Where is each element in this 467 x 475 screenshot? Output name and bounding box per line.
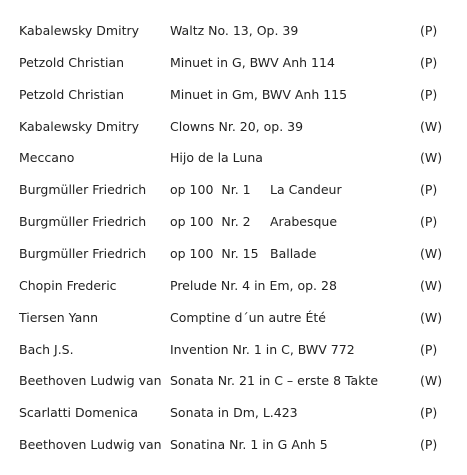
piece-number: op 100 Nr. 1: [170, 182, 251, 197]
piece-title: Comptine d´un autre Été: [170, 310, 326, 325]
list-item: [0, 340, 467, 360]
composer-name: Meccano: [19, 150, 75, 165]
composer-name: Chopin Frederic: [19, 278, 117, 293]
list-item: [0, 308, 467, 328]
list-item: [0, 212, 467, 232]
composer-name: Kabalewsky Dmitry: [19, 23, 140, 38]
list-item: [0, 403, 467, 423]
list-item: [0, 180, 467, 200]
type-tag: (W): [420, 373, 443, 388]
type-tag: (W): [420, 119, 443, 134]
type-tag: (P): [420, 182, 438, 197]
type-tag: (P): [420, 342, 438, 357]
type-tag: (P): [420, 23, 438, 38]
list-item: [0, 148, 467, 168]
piece-number: op 100 Nr. 2: [170, 214, 251, 229]
composer-name: Kabalewsky Dmitry: [19, 119, 140, 134]
composer-name: Burgmüller Friedrich: [19, 182, 147, 197]
list-item: [0, 371, 467, 391]
composer-name: Burgmüller Friedrich: [19, 214, 147, 229]
piece-title: Prelude Nr. 4 in Em, op. 28: [170, 278, 337, 293]
list-item: [0, 244, 467, 264]
piece-title: Minuet in G, BWV Anh 114: [170, 55, 335, 70]
composer-name: Beethoven Ludwig van: [19, 373, 162, 388]
type-tag: (W): [420, 150, 443, 165]
list-item: [0, 53, 467, 73]
type-tag: (W): [420, 278, 443, 293]
list-item: [0, 21, 467, 41]
piece-title: Ballade: [270, 246, 317, 261]
composer-name: Burgmüller Friedrich: [19, 246, 147, 261]
list-item: [0, 435, 467, 455]
piece-title: Waltz No. 13, Op. 39: [170, 23, 299, 38]
list-item: [0, 117, 467, 137]
type-tag: (W): [420, 310, 443, 325]
piece-number: op 100 Nr. 15: [170, 246, 259, 261]
piece-title: Sonata Nr. 21 in C – erste 8 Takte: [170, 373, 379, 388]
piece-title: Invention Nr. 1 in C, BWV 772: [170, 342, 355, 357]
type-tag: (P): [420, 55, 438, 70]
piece-title: Minuet in Gm, BWV Anh 115: [170, 87, 348, 102]
type-tag: (P): [420, 214, 438, 229]
composer-name: Beethoven Ludwig van: [19, 437, 162, 452]
composer-name: Tiersen Yann: [19, 310, 99, 325]
type-tag: (P): [420, 405, 438, 420]
type-tag: (W): [420, 246, 443, 261]
piece-title: Sonatina Nr. 1 in G Anh 5: [170, 437, 328, 452]
composer-name: Bach J.S.: [19, 342, 74, 357]
composer-name: Petzold Christian: [19, 87, 125, 102]
piece-title: Sonata in Dm, L.423: [170, 405, 298, 420]
list-item: [0, 85, 467, 105]
type-tag: (P): [420, 437, 438, 452]
piece-title: Arabesque: [270, 214, 338, 229]
piece-title: Hijo de la Luna: [170, 150, 263, 165]
type-tag: (P): [420, 87, 438, 102]
composer-name: Scarlatti Domenica: [19, 405, 139, 420]
piece-title: Clowns Nr. 20, op. 39: [170, 119, 304, 134]
composer-name: Petzold Christian: [19, 55, 125, 70]
piece-title: La Candeur: [270, 182, 342, 197]
list-item: [0, 276, 467, 296]
